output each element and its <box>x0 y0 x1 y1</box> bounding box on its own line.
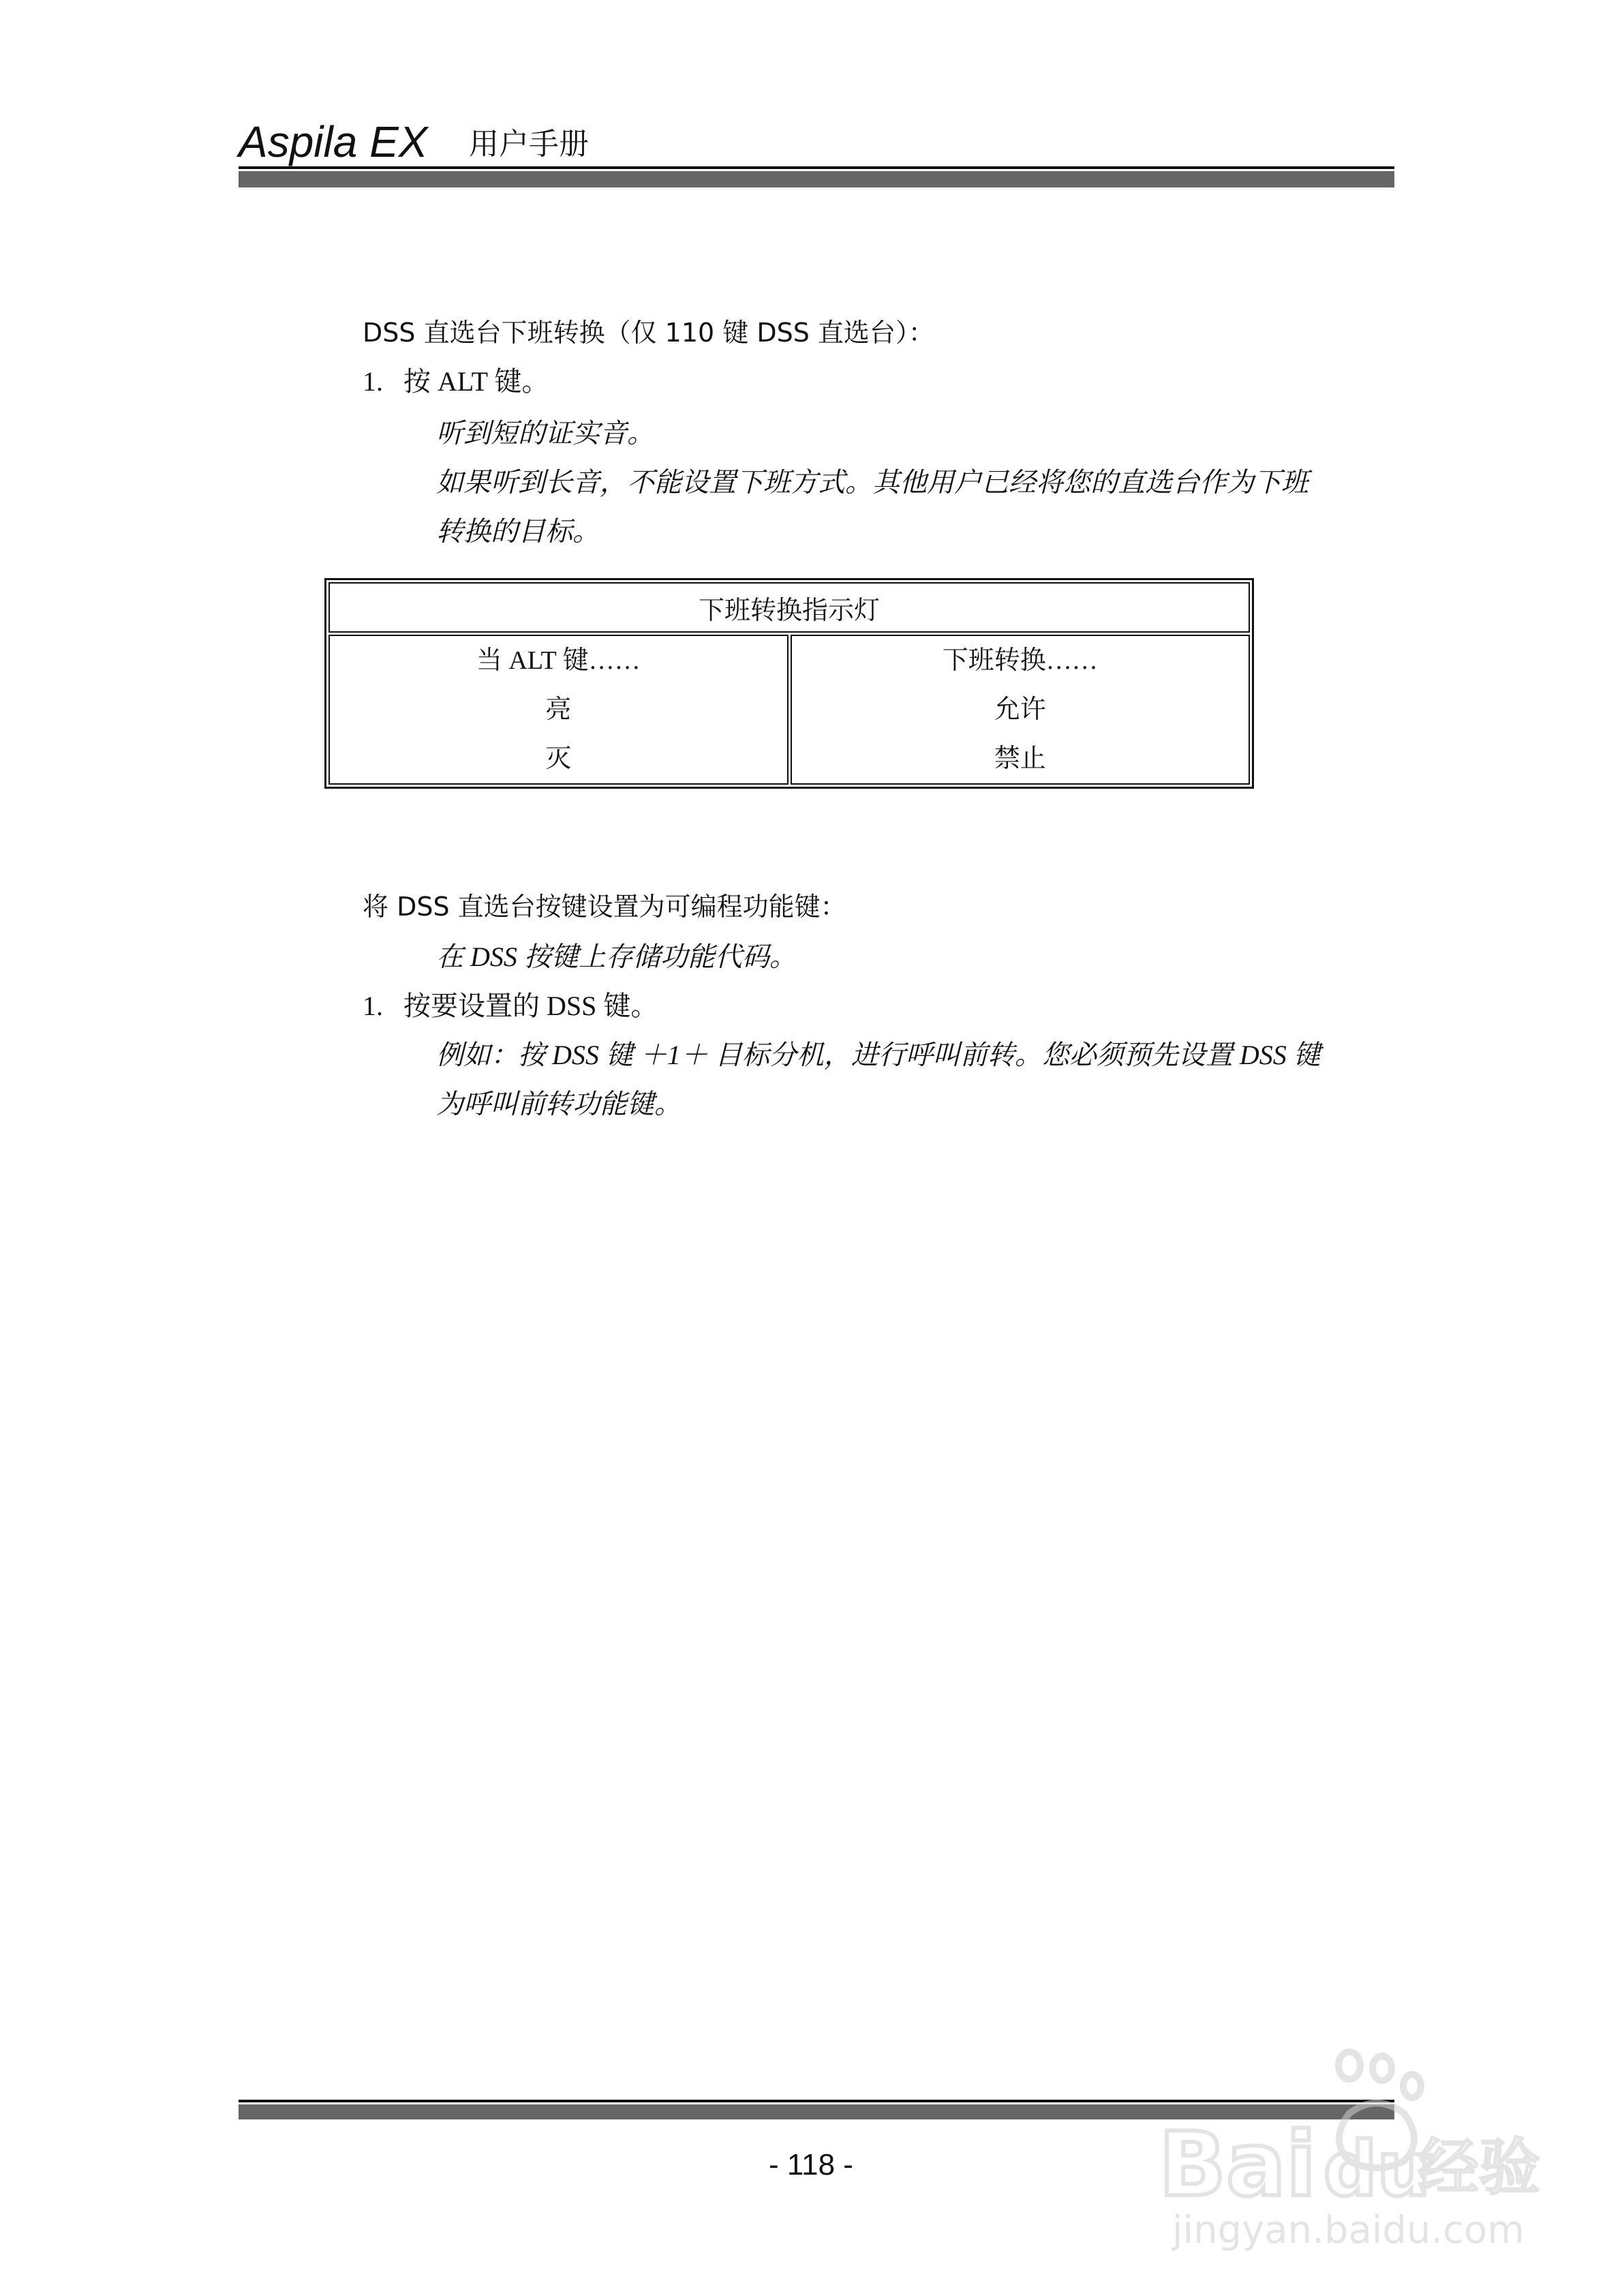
step-text: 按 ALT 键。 <box>403 366 549 397</box>
manual-subtitle: 用户手册 <box>469 127 589 162</box>
table-title: 下班转换指示灯 <box>328 582 1250 633</box>
section2-example-1: 例如：按 DSS 键 ＋1＋ 目标分机，进行呼叫前转。您必须预先设置 DSS 键 <box>436 1040 1321 1070</box>
table-cell: 亮 <box>545 695 572 724</box>
table-cell: 当 ALT 键…… <box>476 646 641 675</box>
section1-heading: DSS 直选台下班转换（仅 110 键 DSS 直选台）： <box>363 318 934 348</box>
table-cell: 灭 <box>545 744 572 773</box>
section1-step <box>363 361 549 402</box>
section2-heading: 将 DSS 直选台按键设置为可编程功能键： <box>363 892 846 922</box>
section1-note-2: 如果听到长音，不能设置下班方式。其他用户已经将您的直选台作为下班 <box>436 467 1309 498</box>
baidu-watermark-logo <box>1145 2052 1540 2256</box>
table-left-column <box>328 635 789 785</box>
step-number: 1. <box>363 991 383 1021</box>
section1-note-3: 转换的目标。 <box>436 516 600 547</box>
svg-text:Bai: Bai <box>1159 2113 1317 2216</box>
table-cell: 下班转换…… <box>942 646 1098 675</box>
step-text: 按要设置的 DSS 键。 <box>403 991 658 1021</box>
indicator-table <box>324 578 1254 789</box>
svg-text:经验: 经验 <box>1418 2132 1540 2203</box>
table-right-column <box>791 635 1251 785</box>
section2-step <box>363 986 658 1027</box>
step-number: 1. <box>363 366 383 397</box>
section2-example-2: 为呼叫前转功能键。 <box>436 1089 682 1119</box>
manual-title: Aspila EX <box>239 117 428 166</box>
header-rule <box>239 166 1394 187</box>
svg-text:jingyan.baidu.com: jingyan.baidu.com <box>1172 2208 1525 2252</box>
section2-note: 在 DSS 按键上存储功能代码。 <box>436 941 797 972</box>
page-number: - 118 - <box>769 2148 853 2181</box>
svg-text:du: du <box>1323 2126 1431 2213</box>
table-cell: 禁止 <box>994 744 1046 773</box>
table-cell: 允许 <box>994 695 1046 724</box>
section1-note-1: 听到短的证实音。 <box>436 418 654 449</box>
